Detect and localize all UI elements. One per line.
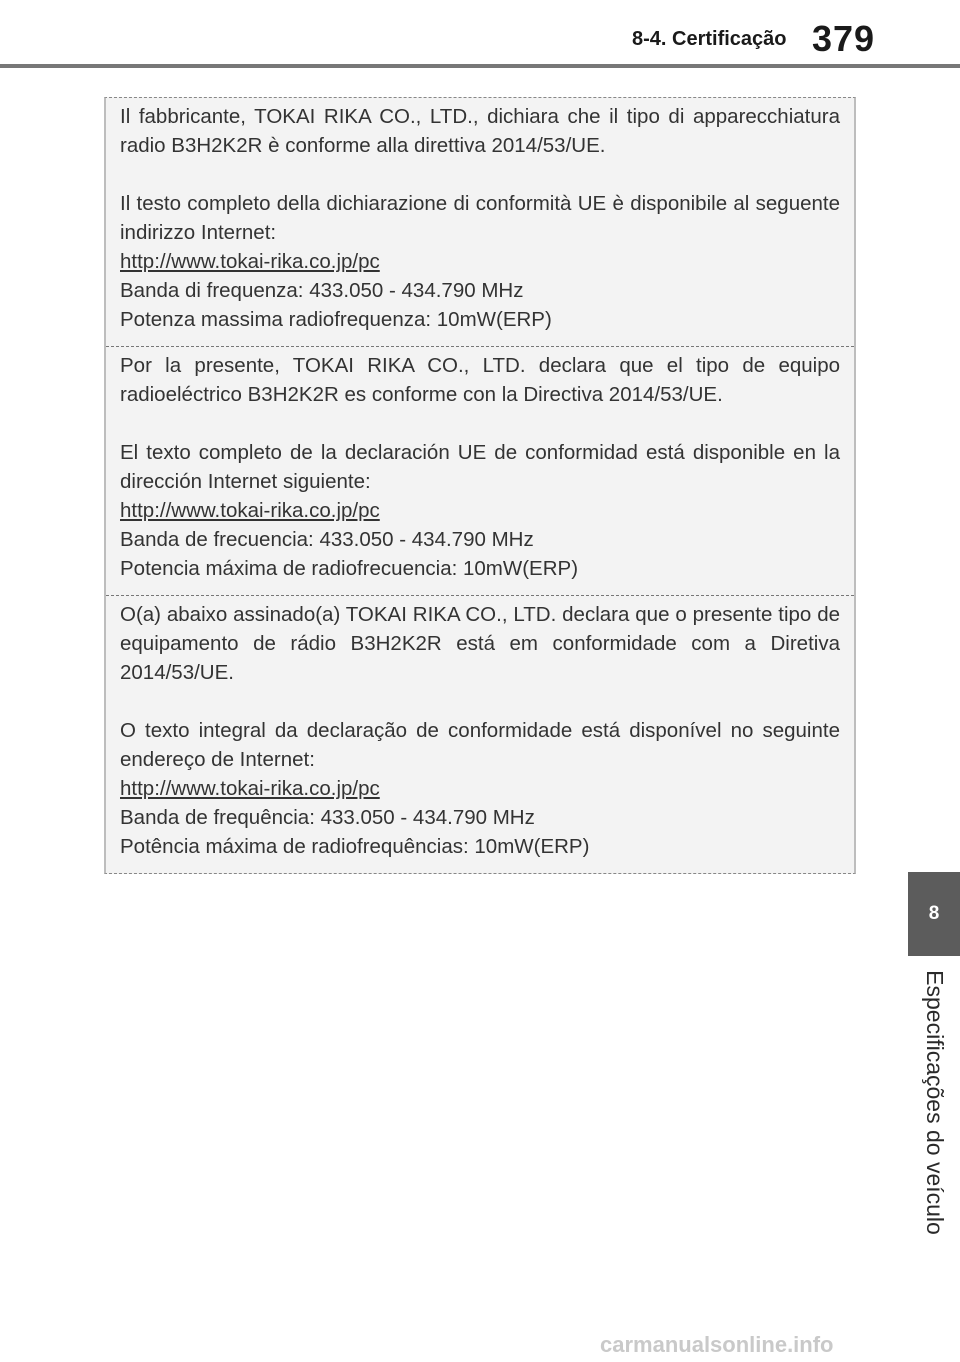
declaration-text: Por la presente, TOKAI RIKA CO., LTD. declara que el tipo de equipo radioeléctrico B3H2K2R es conforme con la Directiva 2014/53/UE. (120, 354, 840, 406)
max-power-text: Potenza massima radiofrequenza: 10mW(ERP) (120, 308, 552, 331)
frequency-band-text: Banda di frequenza: 433.050 - 434.790 MHz (120, 279, 524, 302)
watermark: carmanualsonline.info (600, 1332, 834, 1357)
frequency-band-text: Banda de frecuencia: 433.050 - 434.790 MHz (120, 528, 534, 551)
section-spanish (106, 346, 854, 595)
conformity-link[interactable]: http://www.tokai-rika.co.jp/pc (120, 250, 380, 273)
declaration-text: O(a) abaixo assinado(a) TOKAI RIKA CO., LTD. declara que o presente tipo de equipamento de rádio B3H2K2R está em conformidade com a Diretiva 2014/53/UE. (120, 603, 840, 684)
declaration-text: Il fabbricante, TOKAI RIKA CO., LTD., dichiara che il tipo di apparecchiatura radio B3H2K2R è conforme alla direttiva 2014/53/UE. (120, 105, 840, 157)
max-power-text: Potência máxima de radiofrequências: 10mW(ERP) (120, 835, 590, 858)
section-italian (106, 98, 854, 346)
availability-text: O texto integral da declaração de conformidade está disponível no seguinte endereço de Internet: (120, 719, 840, 771)
availability-text: Il testo completo della dichiarazione di conformità UE è disponibile al seguente indirizzo Internet: (120, 192, 840, 244)
certification-box (104, 97, 856, 874)
chapter-number: 8 (928, 903, 940, 924)
availability-text: El texto completo de la declaración UE de conformidad está disponible en la dirección Internet siguiente: (120, 441, 840, 493)
chapter-side-label (908, 968, 960, 1236)
header-divider (0, 64, 960, 68)
frequency-band-text: Banda de frequência: 433.050 - 434.790 MHz (120, 806, 535, 829)
conformity-link[interactable]: http://www.tokai-rika.co.jp/pc (120, 777, 380, 800)
section-title: 8-4. Certificação (632, 28, 787, 50)
section-portuguese (106, 595, 854, 873)
conformity-link[interactable]: http://www.tokai-rika.co.jp/pc (120, 499, 380, 522)
chapter-title: Especificações do veículo (921, 969, 948, 1235)
chapter-tab (908, 872, 960, 956)
page-header (0, 0, 960, 70)
max-power-text: Potencia máxima de radiofrecuencia: 10mW(ERP) (120, 557, 579, 580)
page-number: 379 (812, 18, 876, 59)
